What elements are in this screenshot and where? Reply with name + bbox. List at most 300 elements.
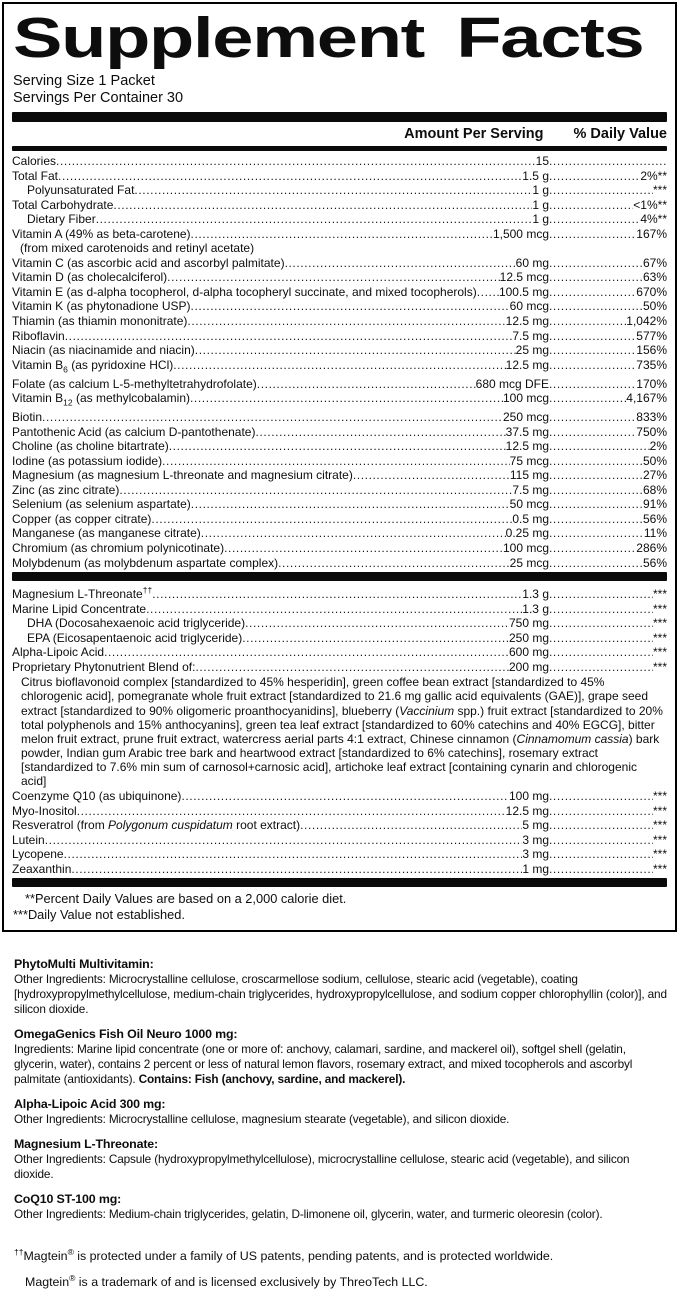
dot-leader (151, 512, 512, 527)
nutrient-row (12, 256, 667, 271)
nutrient-daily-value: 167% (636, 226, 667, 241)
ingredient-group (14, 1026, 669, 1087)
nutrient-daily-value: 4,167% (626, 391, 667, 406)
nutrient-name: EPA (Eicosapentaenoic acid triglyceride) (27, 630, 243, 645)
daily-value-cell (549, 169, 667, 184)
nutrient-name: Iodine (as potassium iodide) (12, 453, 163, 468)
divider-thick-top (12, 112, 667, 122)
dot-leader (549, 616, 653, 631)
dot-leader (146, 602, 522, 617)
nutrient-name: Vitamin D (as cholecalciferol) (12, 270, 168, 285)
nutrient-row (12, 314, 667, 329)
nutrient-amount: 115 mg (509, 468, 549, 483)
dot-leader (549, 212, 640, 227)
dot-leader (169, 439, 506, 454)
nutrient-row (12, 154, 667, 169)
daily-value-cell (549, 391, 667, 406)
nutrient-row (12, 439, 667, 454)
nutrient-name: Polyunsaturated Fat (27, 183, 135, 198)
dot-leader (173, 358, 505, 373)
dot-leader (201, 526, 506, 541)
nutrient-name: Lycopene (12, 847, 64, 862)
column-header-daily-value: % Daily Value (573, 126, 667, 142)
nutrient-amount: 680 mcg DFE (475, 376, 549, 391)
dot-leader (549, 343, 636, 358)
nutrient-amount: 3 mg (522, 832, 549, 847)
nutrient-amount: 25 mcg (509, 555, 549, 570)
dot-leader (300, 818, 522, 833)
daily-value-cell (549, 410, 667, 425)
nutrient-row (12, 425, 667, 440)
nutrient-amount: 1.5 g (522, 168, 549, 183)
column-header-amount: Amount Per Serving (404, 126, 544, 142)
footnote-not-established: ***Daily Value not established. (13, 906, 185, 922)
nutrient-daily-value: 68% (642, 482, 667, 497)
dot-leader (257, 377, 476, 392)
nutrient-name: Coenzyme Q10 (as ubiquinone) (12, 789, 182, 804)
dot-leader (549, 425, 636, 440)
nutrient-row (12, 329, 667, 344)
nutrient-daily-value: 2%** (640, 168, 667, 183)
dot-leader (119, 483, 512, 498)
nutrient-daily-value: 63% (642, 270, 667, 285)
nutrient-amount: 37.5 mg (505, 424, 549, 439)
daily-value-cell (549, 541, 667, 556)
nutrient-row (12, 343, 667, 358)
daily-value-cell (549, 227, 667, 242)
nutrient-amount: 7.5 mg (512, 328, 549, 343)
nutrient-continuation: (from mixed carotenoids and retinyl acetate) (20, 241, 255, 256)
nutrient-name: Vitamin C (as ascorbic acid and ascorbyl palmitate) (12, 255, 285, 270)
nutrient-row (12, 616, 667, 631)
nutrient-name: Vitamin $B_6$ (as pyridoxine HCl) (12, 357, 174, 375)
nutrient-row (12, 512, 667, 527)
daily-value-cell (549, 645, 667, 660)
dot-leader (113, 198, 532, 213)
nutrient-name: Niacin (as niacinamide and niacin) (12, 343, 195, 358)
nutrient-name: Choline (as choline bitartrate) (12, 439, 169, 454)
nutrient-amount: 250 mcg (502, 410, 549, 425)
daily-value-cell (549, 358, 667, 373)
nutrient-daily-value: 50% (642, 453, 667, 468)
nutrient-row (12, 602, 667, 617)
daily-value-cell (549, 804, 667, 819)
dot-leader (187, 314, 505, 329)
dot-leader (45, 833, 523, 848)
dot-leader (104, 645, 509, 660)
dot-leader (549, 377, 636, 392)
dot-leader (242, 631, 509, 646)
nutrient-daily-value: 156% (636, 343, 667, 358)
footnote-daily-values: **Percent Daily Values are based on a 2,000 calorie diet. (25, 891, 347, 907)
dot-leader (477, 285, 499, 300)
nutrient-amount: 250 mg (508, 630, 549, 645)
nutrient-row (12, 583, 667, 602)
dot-leader (56, 154, 536, 169)
nutrient-amount: 100 mcg (502, 391, 549, 406)
dot-leader (549, 847, 653, 862)
supplement-facts-panel (2, 2, 677, 932)
daily-value-cell (549, 299, 667, 314)
dot-leader (549, 541, 636, 556)
dot-leader (549, 602, 653, 617)
nutrient-name: Vitamin E (as d-alpha tocopherol, d-alpha tocopheryl succinate, and mixed tocopherols) (12, 284, 477, 299)
dot-leader (549, 833, 653, 848)
nutrient-amount: 12.5 mcg (499, 270, 549, 285)
dot-leader (549, 454, 643, 469)
nutrient-daily-value: 91% (642, 497, 667, 512)
dot-leader (549, 183, 653, 198)
ingredient-group-body: Other Ingredients: Medium-chain triglycerides, gelatin, D-limonene oil, glycerin, water, and turmeric oleoresin (color). (14, 1207, 603, 1222)
ingredient-group-heading: Magnesium L-Threonate: (14, 1137, 159, 1152)
dot-leader (549, 818, 653, 833)
ingredient-group (14, 1096, 669, 1127)
dot-leader (549, 285, 636, 300)
dot-leader (152, 587, 522, 602)
nutrient-amount: 0.25 mg (505, 526, 549, 541)
nutrient-row (12, 862, 667, 877)
daily-value-cell (549, 847, 667, 862)
nutrient-name: Manganese (as manganese citrate) (12, 526, 201, 541)
nutrient-row (12, 169, 667, 184)
nutrient-amount: 1.3 g (522, 587, 549, 602)
ingredient-group-heading: PhytoMulti Multivitamin: (14, 957, 154, 972)
nutrient-name: Biotin (12, 410, 43, 425)
nutrient-daily-value: 735% (636, 357, 667, 372)
nutrient-amount: 100.5 mg (498, 284, 549, 299)
nutrient-name: Calories (12, 154, 57, 168)
daily-value-cell (549, 198, 667, 213)
nutrient-row (12, 483, 667, 498)
daily-value-cell (549, 602, 667, 617)
nutrient-amount: 750 mg (508, 616, 549, 631)
nutrient-name: Pantothenic Acid (as calcium D-pantothenate) (12, 424, 256, 439)
daily-value-cell (549, 343, 667, 358)
ingredient-group-heading: Alpha-Lipoic Acid 300 mg: (14, 1097, 166, 1112)
nutrient-name: Total Fat (12, 168, 59, 183)
nutrient-row (12, 285, 667, 300)
ingredient-group-heading: CoQ10 ST-100 mg: (14, 1192, 122, 1207)
nutrient-daily-value: *** (652, 818, 667, 833)
nutrient-daily-value: 2% (649, 439, 667, 454)
nutrient-name: Magnesium L-Threonate†† (12, 585, 153, 602)
nutrient-amount: 3 mg (522, 847, 549, 862)
nutrient-daily-value: *** (652, 861, 667, 876)
daily-value-cell (549, 468, 667, 483)
nutrient-daily-value: *** (652, 183, 667, 198)
nutrient-daily-value: 1,042% (626, 314, 667, 329)
nutrient-row (12, 497, 667, 512)
nutrient-row (12, 631, 667, 646)
daily-value-cell (549, 183, 667, 198)
daily-value-cell (549, 314, 667, 329)
nutrient-name: Vitamin A (49% as beta-carotene) (12, 226, 191, 241)
nutrient-daily-value: *** (652, 645, 667, 660)
daily-value-cell (549, 789, 667, 804)
daily-value-cell (549, 660, 667, 675)
nutrient-name: Riboflavin (12, 328, 65, 343)
nutrient-amount: 5 mg (522, 818, 549, 833)
dot-leader (65, 329, 513, 344)
nutrient-name: Total Carbohydrate (12, 197, 114, 212)
dot-leader (549, 468, 643, 483)
ingredient-group (14, 1136, 669, 1182)
nutrient-name: Lutein (12, 832, 45, 847)
daily-value-cell (549, 377, 667, 392)
dot-leader (278, 556, 510, 571)
nutrient-amount: 12.5 mg (505, 803, 549, 818)
column-headers (12, 124, 667, 144)
ingredient-group (14, 1191, 669, 1222)
nutrient-amount: 1,500 mcg (492, 226, 549, 241)
daily-value-cell (549, 270, 667, 285)
nutrient-daily-value: 670% (636, 284, 667, 299)
panel-title: Supplement Facts (13, 6, 644, 70)
dot-leader (245, 616, 509, 631)
dot-leader (549, 270, 643, 285)
dot-leader (549, 227, 636, 242)
nutrient-name: Vitamin $B_{12}$ (as methylcobalamin) (12, 391, 190, 408)
nutrient-daily-value: *** (652, 832, 667, 847)
ingredient-group-body: Ingredients: Marine lipid concentrate (one or more of: anchovy, calamari, sardine, and mackerel oil), softgel shell (gelatin, glycerin, water), contains 2 percent or less of natural lemon flavors, rosemary extract, and mixed tocopherols and ascorbyl palmitate (antioxidants). Contains: Fish (anchovy, sardine, and mackerel). (14, 1042, 633, 1087)
daily-value-cell (549, 285, 667, 300)
dot-leader (549, 391, 626, 406)
nutrient-amount: 7.5 mg (512, 482, 549, 497)
nutrient-name: Marine Lipid Concentrate (12, 601, 147, 616)
dot-leader (285, 256, 516, 271)
nutrient-amount: 0.5 mg (512, 511, 549, 526)
dot-leader (195, 343, 516, 358)
nutrient-daily-value: 56% (642, 555, 667, 570)
dot-leader (549, 439, 650, 454)
nutrient-amount: 1.3 g (522, 601, 549, 616)
daily-value-cell (549, 833, 667, 848)
nutrient-amount: 12.5 mg (505, 439, 549, 454)
nutrient-name: Chromium (as chromium polynicotinate) (12, 541, 225, 555)
nutrient-row (12, 645, 667, 660)
nutrient-name: Magnesium (as magnesium L-threonate and magnesium citrate) (12, 468, 353, 483)
daily-value-cell (549, 631, 667, 646)
nutrient-amount: 12.5 mg (505, 314, 549, 329)
nutrient-amount: 1 g (532, 212, 549, 227)
ingredient-group-body: Other Ingredients: Microcrystalline cellulose, croscarmellose sodium, cellulose, stearic acid (vegetable), coating [hydroxypropylmethylcellulose, medium-chain triglycerides, hydroxypropylcellulose, and sodium copper chlorophyllin (color)], and silicon dioxide. (14, 972, 667, 1017)
nutrient-row (12, 833, 667, 848)
nutrient-amount: 1 mg (522, 861, 549, 876)
dot-leader (224, 541, 503, 556)
section-divider (12, 572, 667, 581)
nutrient-daily-value: *** (652, 659, 667, 674)
ingredient-group-heading: OmegaGenics Fish Oil Neuro 1000 mg: (14, 1027, 238, 1042)
daily-value-cell (549, 616, 667, 631)
daily-value-cell (549, 483, 667, 498)
divider-footnotes (12, 878, 667, 887)
nutrient-name: Zinc (as zinc citrate) (12, 482, 120, 497)
nutrient-row (12, 391, 667, 410)
nutrient-daily-value: *** (652, 803, 667, 818)
dot-leader (255, 425, 505, 440)
dot-leader (64, 847, 523, 862)
daily-value-cell (549, 212, 667, 227)
trademark-note: Magtein® is a trademark of and is licensed exclusively by ThreoTech LLC. (25, 1272, 428, 1289)
nutrient-amount: 12.5 mg (505, 357, 549, 372)
dot-leader (195, 660, 509, 675)
nutrient-daily-value: 27% (642, 468, 667, 483)
dot-leader (549, 512, 643, 527)
dot-leader (191, 227, 493, 242)
nutrient-name: Proprietary Phytonutrient Blend of: (12, 659, 196, 674)
dot-leader (42, 410, 503, 425)
nutrient-name: Thiamin (as thiamin mononitrate) (12, 314, 188, 329)
trademark-notes (2, 1242, 679, 1292)
nutrient-amount: 200 mg (508, 659, 549, 674)
dot-leader (549, 497, 643, 512)
nutrient-name: Alpha-Lipoic Acid (12, 645, 105, 660)
nutrient-amount: 100 mcg (502, 541, 549, 555)
dot-leader (549, 358, 636, 373)
dot-leader (549, 645, 653, 660)
daily-value-cell (549, 439, 667, 454)
nutrient-row (12, 410, 667, 425)
trademark-note: ††Magtein® is protected under a family of US patents, pending patents, and is protected worldwide. (14, 1247, 554, 1264)
dot-leader (58, 169, 522, 184)
nutrient-row (12, 526, 667, 541)
blend-description: Citrus bioflavonoid complex [standardized to 45% hesperidin], green coffee bean extract [standardized to 45% chlorogenic acid], pomegranate whole fruit extract [standardized to 21.6 mg gallic acid equivalents (GAE)], grape seed extract [standardized to 90% oligomeric proanthocyanidins], blueberry (Vaccinium spp.) fruit extract [standardized to 20% total polyphenols and 15% anthocyanins], green tea leaf extract [standardized to 60% catechins and 40% EGCG], bitter melon fruit extract, prune fruit extract, watercress aerial parts 4:1 extract, Chinese cinnamon (Cinnamomum cassia) bark powder, Indian gum Arabic tree bark and heartwood extract [standardized to 6% catechins], rosemary extract [standardized to 7.6% min sum of carnosol+carnosic acid], artichoke leaf extract [containing cynarin and chlorogenic acid] (21, 675, 663, 789)
nutrient-daily-value: *** (652, 847, 667, 862)
nutrient-row (12, 454, 667, 469)
nutrient-daily-value: *** (652, 616, 667, 631)
dot-leader (549, 631, 653, 646)
ingredient-group-body: Other Ingredients: Capsule (hydroxypropylmethylcellulose), microcrystalline cellulose, stearic acid (vegetable), and silicon dioxide. (14, 1152, 630, 1182)
supplement-label-page (0, 2, 679, 1289)
nutrient-row (12, 556, 667, 571)
nutrient-row (12, 377, 667, 392)
nutrient-daily-value: 286% (636, 541, 667, 555)
dot-leader (549, 660, 653, 675)
dot-leader (549, 198, 633, 213)
nutrient-row (12, 212, 667, 227)
servings-per-container: Servings Per Container 30 (13, 90, 184, 106)
nutrient-name: Zeaxanthin (12, 861, 72, 876)
dot-leader (549, 299, 643, 314)
dot-leader (549, 804, 653, 819)
nutrient-daily-value: 577% (636, 328, 667, 343)
nutrient-amount: 60 mcg (509, 299, 549, 314)
daily-value-cell (549, 425, 667, 440)
dot-leader (549, 410, 636, 425)
dot-leader (191, 497, 510, 512)
dot-leader (167, 270, 499, 285)
ingredient-group (14, 956, 669, 1017)
nutrient-row (12, 818, 667, 833)
nutrient-daily-value: *** (652, 587, 667, 602)
nutrient-daily-value: *** (652, 601, 667, 616)
other-ingredients-section (2, 956, 679, 1222)
nutrient-daily-value: 170% (636, 376, 667, 391)
nutrient-amount: 25 mg (515, 343, 549, 358)
nutrient-amount: 60 mg (515, 255, 549, 270)
nutrient-name: Copper (as copper citrate) (12, 511, 152, 526)
dot-leader (549, 483, 643, 498)
nutrient-amount: 1 g (532, 183, 549, 198)
nutrient-amount: 75 mcg (509, 453, 549, 468)
daily-value-cell (549, 454, 667, 469)
nutrient-daily-value: *** (652, 630, 667, 645)
dot-leader (549, 169, 640, 184)
nutrient-row (12, 847, 667, 862)
nutrient-row (12, 270, 667, 285)
dot-leader (191, 299, 510, 314)
daily-value-cell (549, 256, 667, 271)
dot-leader (549, 154, 667, 169)
nutrient-daily-value: 56% (642, 511, 667, 526)
dot-leader (549, 862, 653, 877)
daily-value-cell (549, 154, 667, 169)
dot-leader (134, 183, 532, 198)
daily-value-cell (549, 512, 667, 527)
dot-leader (549, 526, 644, 541)
daily-value-cell (549, 818, 667, 833)
daily-value-cell (549, 587, 667, 602)
dot-leader (549, 256, 643, 271)
dot-leader (549, 314, 626, 329)
nutrient-amount: 600 mg (508, 645, 549, 660)
nutrient-amount: 15 (535, 154, 549, 168)
footnotes (12, 889, 667, 925)
nutrient-daily-value: 11% (643, 526, 667, 541)
nutrient-daily-value: 4%** (640, 212, 667, 227)
nutrient-name: Folate (as calcium L-5-methyltetrahydrofolate) (12, 376, 257, 391)
dot-leader (353, 468, 510, 483)
nutrient-row (12, 198, 667, 213)
nutrient-daily-value: <1%** (633, 197, 667, 212)
nutrient-row (12, 789, 667, 804)
nutrient-row (12, 804, 667, 819)
ingredient-group-body: Other Ingredients: Microcrystalline cellulose, magnesium stearate (vegetable), and silicon dioxide. (14, 1112, 510, 1127)
nutrient-row (12, 541, 667, 556)
daily-value-cell (549, 556, 667, 571)
serving-size: Serving Size 1 Packet (13, 73, 155, 89)
nutrient-name: DHA (Docosahexaenoic acid triglyceride) (27, 616, 246, 631)
nutrient-name: Myo-Inositol (12, 803, 77, 818)
dot-leader (162, 454, 510, 469)
nutrient-daily-value: 750% (636, 424, 667, 439)
divider-thin-header (12, 146, 667, 151)
dot-leader (71, 862, 522, 877)
nutrient-row (12, 468, 667, 483)
nutrient-daily-value: 67% (642, 255, 667, 270)
daily-value-cell (549, 329, 667, 344)
dot-leader (181, 789, 509, 804)
dot-leader (549, 556, 643, 571)
nutrient-daily-value: 50% (642, 299, 667, 314)
daily-value-cell (549, 497, 667, 512)
nutrient-row (12, 299, 667, 314)
nutrient-row (12, 183, 667, 198)
dot-leader (549, 789, 653, 804)
nutrient-amount: 100 mg (508, 789, 549, 804)
daily-value-cell (549, 526, 667, 541)
nutrient-row (12, 227, 667, 242)
nutrient-amount: 1 g (532, 197, 549, 212)
nutrient-name: Molybdenum (as molybdenum aspartate complex) (12, 555, 279, 570)
nutrient-name: Dietary Fiber (27, 212, 96, 227)
nutrient-daily-value: *** (652, 789, 667, 804)
dot-leader (96, 212, 533, 227)
dot-leader (190, 391, 503, 406)
dot-leader (549, 587, 653, 602)
nutrient-amount: 50 mcg (509, 497, 549, 512)
nutrient-name: Selenium (as selenium aspartate) (12, 497, 191, 512)
